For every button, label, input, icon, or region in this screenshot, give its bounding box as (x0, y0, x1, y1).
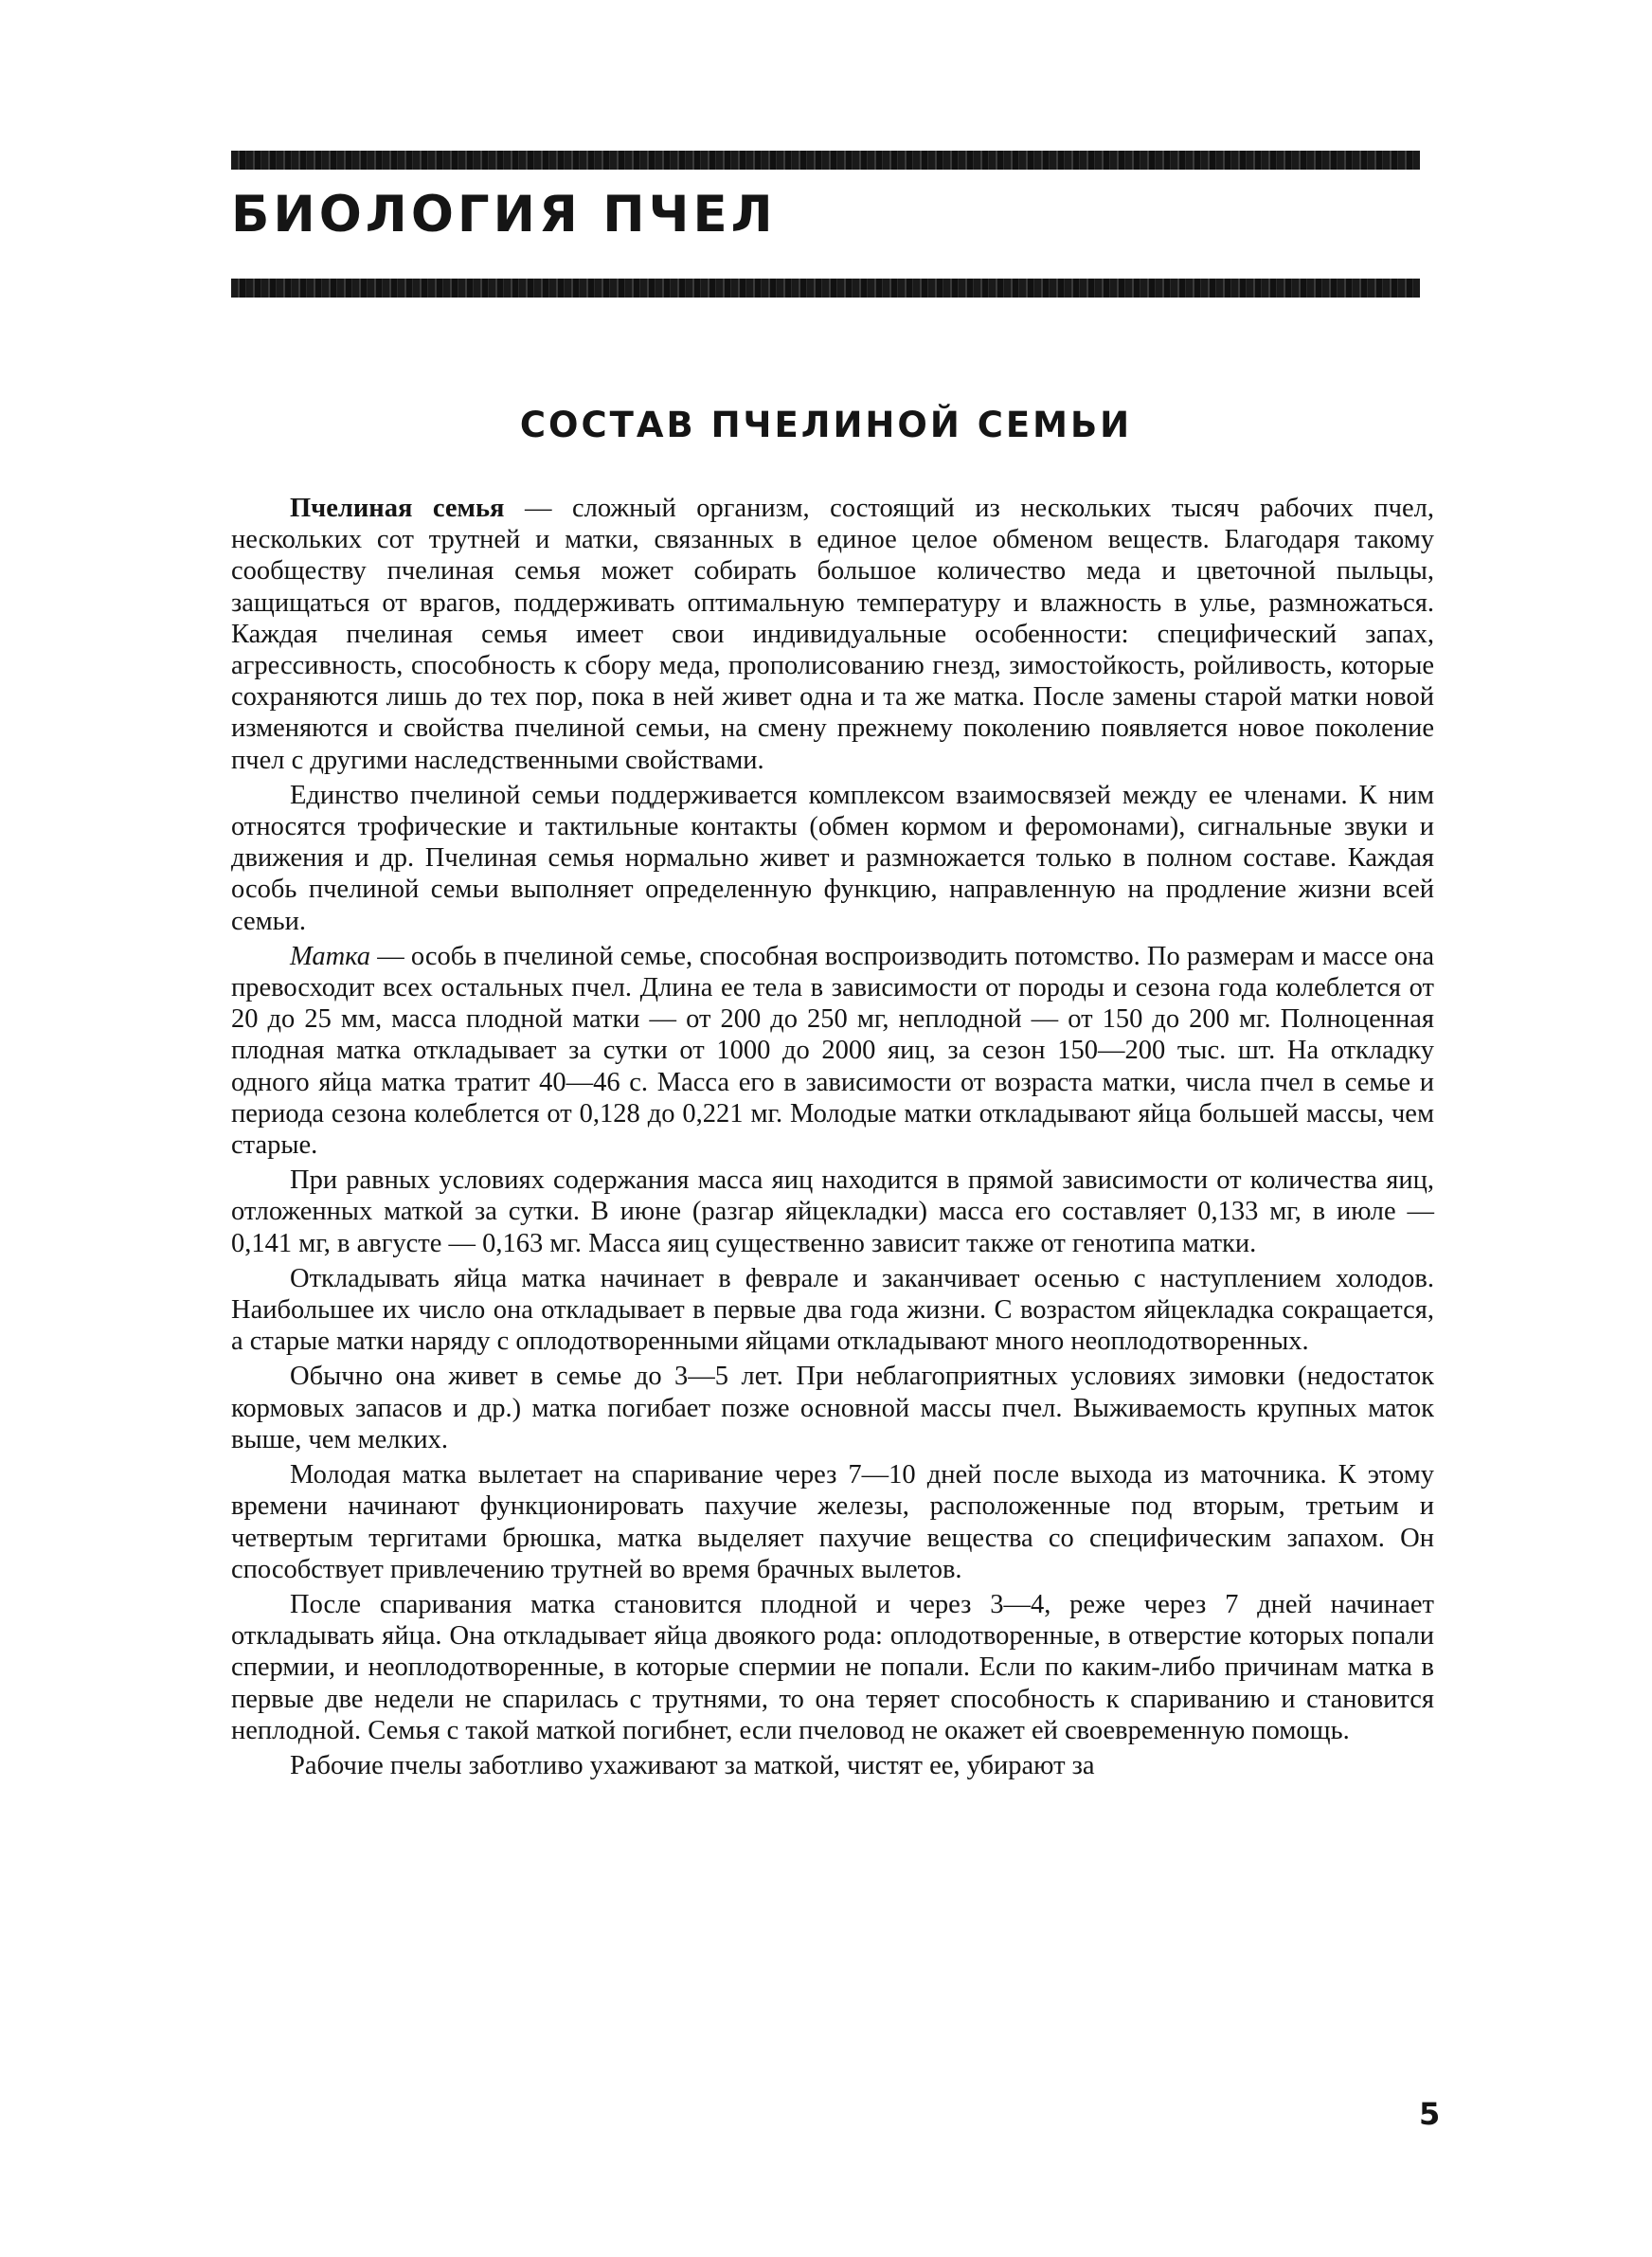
term-queen: Матка (290, 941, 371, 971)
paragraph: Молодая матка вылетает на спаривание через 7—10 дней после выхода из маточника. К этому времени начинают функционировать пахучие железы, расположенные под вторым, третьим и четвертым тергитами брюшка, матка выделяет пахучие вещества со специфическим запахом. Он способствует привлечению трутней во время брачных вылетов. (231, 1460, 1434, 1584)
chapter-title: БИОЛОГИЯ ПЧЕЛ (231, 186, 777, 244)
paragraph: При равных условиях содержания масса яиц находится в прямой зависимости от количества яиц, отложенных маткой за сутки. В июне (разгар яйцекладки) масса его составляет 0,133 мг, в июле — 0,141 мг, в августе — 0,163 мг. Масса яиц существенно зависит также от генотипа матки. (231, 1165, 1434, 1258)
paragraph: Рабочие пчелы заботливо ухаживают за маткой, чистят ее, убирают за (290, 1750, 1095, 1780)
paragraph: После спаривания матка становится плодной и через 3—4, реже через 7 дней начинает откладывать яйца. Она откладывает яйца двоякого рода: оплодотворенные, в отверстие которых попали спермии, и неоплодотворенные, в которые спермии не попали. Если по каким-либо причинам матка в первые две недели не спарилась с трутнями, то она теряет способность к спариванию и становится неплодной. Семья с такой маткой погибнет, если пчеловод не окажет ей своевременную помощь. (231, 1589, 1434, 1745)
section-title: СОСТАВ ПЧЕЛИНОЙ СЕМЬИ (519, 405, 1133, 445)
paragraph: Единство пчелиной семьи поддерживается комплексом взаимосвязей между ее членами. К ним относятся трофические и тактильные контакты (обмен кормом и феромонами), сигнальные звуки и движения и др. Пчелиная семья нормально живет и размножается только в полном составе. Каждая особь пчелиной семьи выполняет определенную функцию, направленную на продление жизни всей семьи. (231, 780, 1434, 936)
paragraph: Матка — особь в пчелиной семье, способная воспроизводить потомство. По размерам и массе она превосходит всех остальных пчел. Длина ее тела в зависимости от породы и сезона года колеблется от 20 до 25 мм, масса плодной матки — от 200 до 250 мг, неплодной — от 150 до 200 мг. Полноценная плодная матка откладывает за сутки от 1000 до 2000 яиц, за сезон 150—200 тыс. шт. На откладку одного яйца матка тратит 40—46 с. Масса его в зависимости от возраста матки, числа пчел в семье и периода сезона колеблется от 0,128 до 0,221 мг. Молодые матки откладывают яйца большей массы, чем старые. (231, 941, 1434, 1161)
paragraph: Откладывать яйца матка начинает в феврале и заканчивает осенью с наступлением холодов. Наибольшее их число она откладывает в первые два года жизни. С возрастом яйцекладка сокращается, а старые матки наряду с оплодотворенными яйцами откладывают много неоплодотворенных. (231, 1263, 1434, 1357)
body-text (231, 493, 1434, 1781)
paragraph: Пчелиная семья — сложный организм, состоящий из нескольких тысяч рабочих пчел, нескольких сот трутней и матки, связанных в единое целое обменом веществ. Благодаря такому сообществу пчелиная семья может собирать большое количество меда и цветочной пыльцы, защищаться от врагов, поддерживать оптимальную температуру и влажность в улье, размножаться. Каждая пчелиная семья имеет свои индивидуальные особенности: специфический запах, агрессивность, способность к сбору меда, прополисованию гнезд, зимостойкость, ройливость, которые сохраняются лишь до тех пор, пока в ней живет одна и та же матка. После замены старой матки новой изменяются и свойства пчелиной семьи, на смену прежнему поколению появляется новое поколение пчел с другими наследственными свойствами. (231, 494, 1434, 775)
chapter-bottom-rule (231, 279, 1420, 298)
paragraph: Обычно она живет в семье до 3—5 лет. При неблагоприятных условиях зимовки (недостаток кормовых запасов и др.) матка погибает позже основной массы пчел. Выживаемость крупных маток выше, чем мелких. (231, 1362, 1434, 1454)
chapter-top-rule (231, 151, 1420, 170)
term-bee-colony: Пчелиная семья (290, 494, 505, 523)
page-number: 5 (1419, 2096, 1441, 2132)
